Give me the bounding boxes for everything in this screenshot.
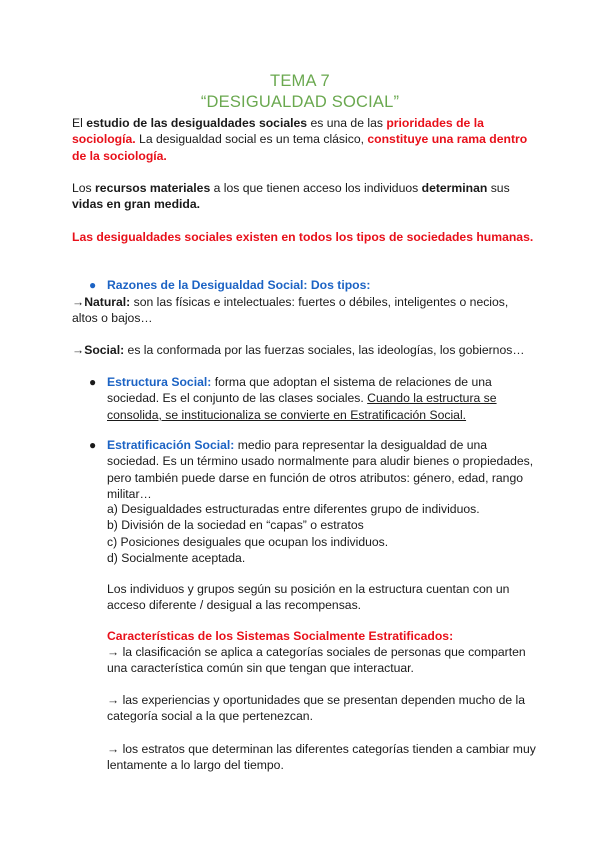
list-item: a) Desigualdades estructuradas entre diferentes grupo de individuos. — [107, 502, 480, 516]
arrow-icon: → — [72, 295, 85, 309]
text-run-bold: determinan — [421, 181, 488, 195]
text-run: forma que adoptan el sistema de relaciones de una sociedad. Es el conjunto de las clases sociales. — [107, 375, 492, 406]
text-run-bold: vidas en gran medida. — [72, 197, 201, 212]
text-run: es la conformada por las fuerzas sociales, las ideologías, los gobiernos… — [124, 343, 525, 357]
characteristic-item: → los estratos que determinan las diferentes categorías tienden a cambiar muy lentamente a lo largo del tiempo. — [107, 742, 536, 773]
text-run-bold: Social: — [84, 343, 125, 357]
text-run: es una de las — [307, 116, 387, 130]
text-run: El — [72, 116, 87, 130]
text-run-term: Estratificación Social: — [107, 438, 235, 452]
stratification-paragraph — [107, 437, 537, 503]
societies-statement: Las desigualdades sociales existen en todos los tipos de sociedades humanas. — [72, 230, 534, 244]
text-run-highlight: prioridades de la sociología. — [72, 116, 484, 147]
text-run-underlined: Cuando la estructura se consolida, se institucionaliza se convierte en Estratificación Social. — [107, 391, 497, 422]
structure-paragraph — [107, 374, 537, 423]
stratification-list — [107, 501, 537, 567]
list-item: c) Posiciones desiguales que ocupan los individuos. — [107, 534, 389, 549]
bullet-icon: ● — [89, 278, 97, 292]
text-run-bold: estudio de las desigualdades sociales — [86, 116, 308, 130]
document-subtitle: “DESIGUALDAD SOCIAL” — [200, 93, 400, 111]
arrow-icon: → — [72, 343, 85, 357]
text-run: Los — [72, 181, 96, 195]
text-run-term: Estructura Social: — [107, 375, 212, 389]
document-title: TEMA 7 — [270, 72, 330, 90]
social-paragraph — [72, 342, 534, 358]
intro-paragraph — [72, 115, 534, 164]
list-item: d) Socialmente aceptada. — [107, 551, 246, 566]
text-run: sus — [487, 181, 510, 195]
list-item: b) División de la sociedad en “capas” o estratos — [107, 518, 364, 533]
bullet-icon: ● — [89, 438, 97, 452]
text-run-bold: recursos materiales — [95, 181, 211, 195]
natural-paragraph — [72, 294, 534, 327]
text-run-bold: Natural: — [84, 295, 131, 309]
bullet-icon: ● — [89, 375, 97, 389]
characteristics-heading: Características de los Sistemas Socialmente Estratificados: — [107, 629, 454, 643]
access-paragraph: Los individuos y grupos según su posición en la estructura cuentan con un acceso diferente / desigual a las recompensas. — [107, 582, 510, 613]
text-run: a los que tienen acceso los individuos — [210, 181, 422, 195]
text-run: son las físicas e intelectuales: fuertes o débiles, inteligentes o necios, altos o bajos… — [72, 295, 509, 326]
text-run: medio para representar la desigualdad de una sociedad. Es un término usado normalmente para aludir bienes o propiedades, pero también puede darse en función de otros atributos: género, edad, rango militar… — [107, 438, 534, 502]
resources-paragraph — [72, 180, 534, 213]
characteristic-item: → las experiencias y oportunidades que se presentan dependen mucho de la categoría social a la que pertenezcan. — [107, 693, 526, 724]
characteristic-item: → la clasificación se aplica a categorías sociales de personas que comparten una característica común sin que tengan que interactuar. — [107, 645, 526, 676]
text-run: La desigualdad social es un tema clásico, — [135, 132, 368, 147]
text-run-highlight: constituye una rama dentro de la sociología. — [72, 132, 528, 163]
reasons-heading: Razones de la Desigualdad Social: Dos tipos: — [107, 278, 371, 292]
